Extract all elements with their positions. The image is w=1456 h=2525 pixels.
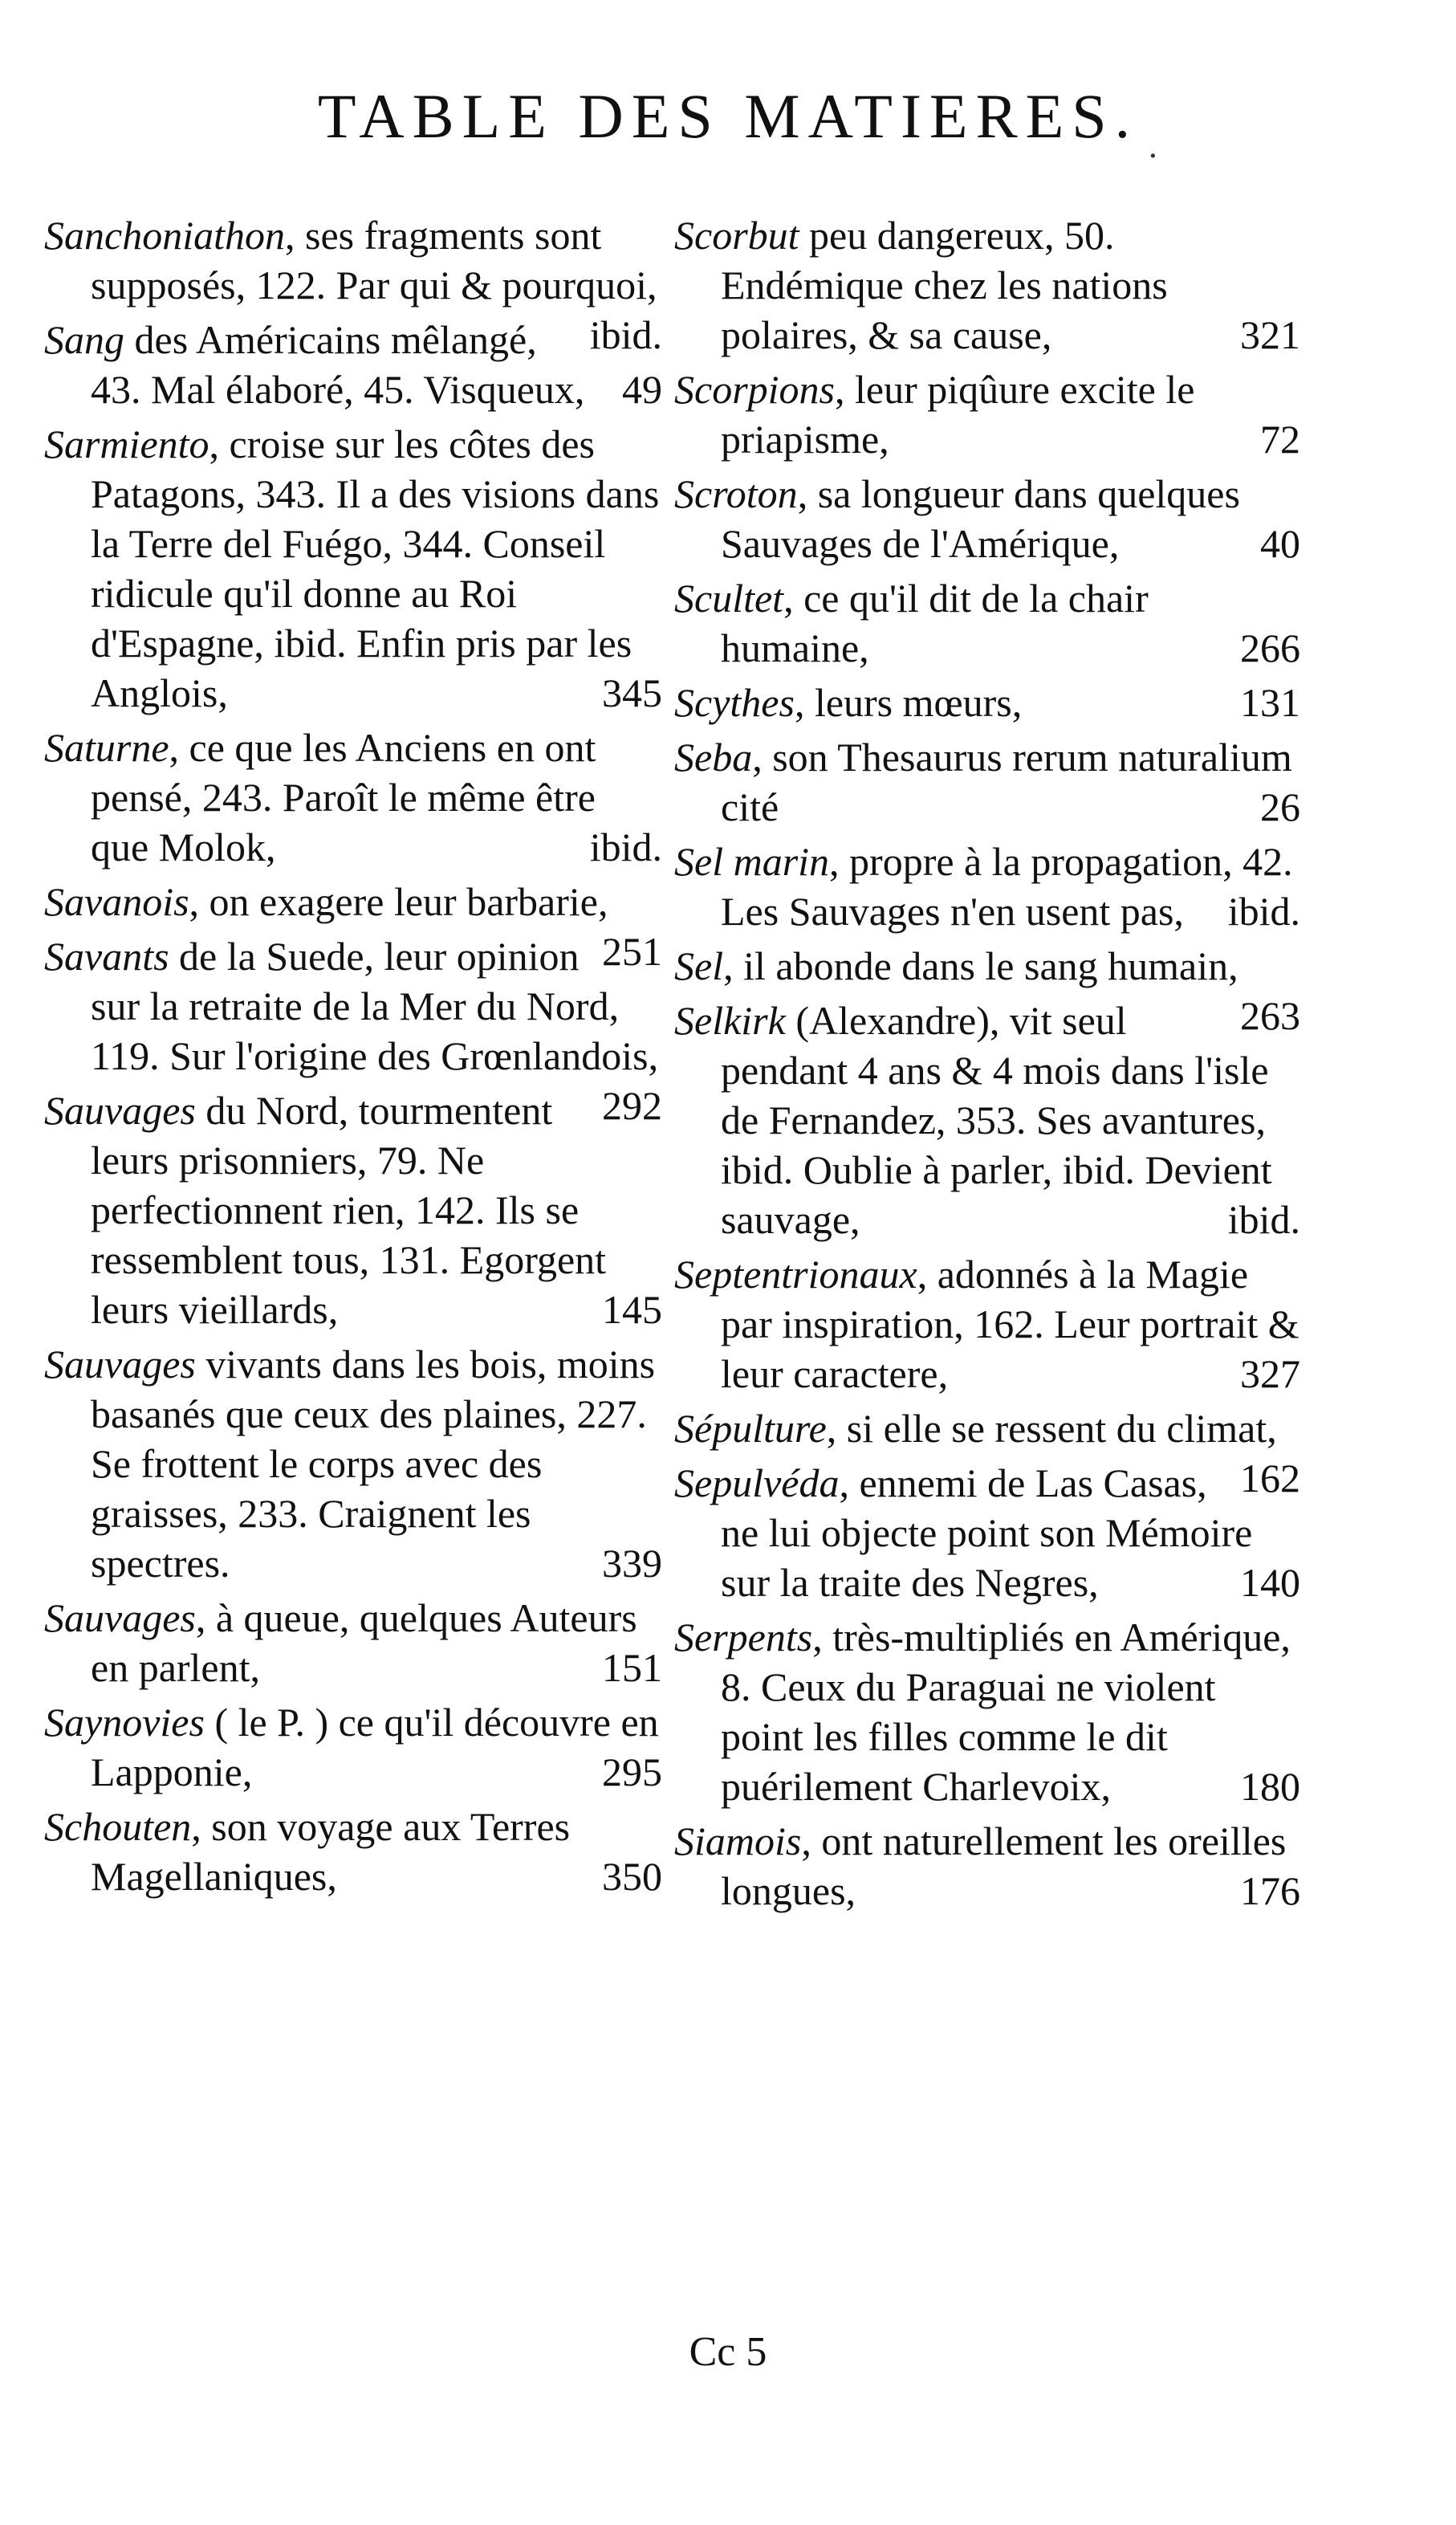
entry-text: , ce que les Anciens en ont pensé, 243. Paroît le même être que Molok, xyxy=(91,725,596,869)
entry-page-ref: 26 xyxy=(1260,784,1300,829)
entry-page-ref: ibid. xyxy=(1227,889,1300,934)
index-entry xyxy=(44,723,662,872)
entry-text: , si elle se ressent du climat, xyxy=(826,1406,1277,1451)
entry-page-ref: 49 xyxy=(622,367,662,412)
entry-term: Septentrionaux xyxy=(674,1252,917,1297)
entry-text: , son Thesaurus rerum naturalium cité xyxy=(721,735,1292,829)
entry-page-ref: 140 xyxy=(1240,1560,1300,1605)
left-column xyxy=(44,210,662,1906)
entry-term: Sel xyxy=(674,943,724,988)
entry-text: des Américains mêlangé, 43. Mal élaboré, 45. Visqueux, xyxy=(91,317,585,412)
entry-text: , adonnés à la Magie par inspiration, 162. Leur portrait & leur caractere, xyxy=(721,1252,1299,1396)
entry-term: Sépulture xyxy=(674,1406,827,1451)
entry-page-ref: 180 xyxy=(1240,1764,1300,1809)
entry-text: , on exagere leur barbarie, xyxy=(189,879,608,924)
page-title: TABLE DES MATIERES. xyxy=(317,81,1139,151)
entry-text: , sa longueur dans quelques Sauvages de l'Amérique, xyxy=(721,471,1240,566)
index-entry xyxy=(674,732,1300,832)
entry-term: Seba xyxy=(674,735,753,780)
entry-text: du Nord, tourmentent leurs prisonniers, 79. Ne perfectionnent rien, 142. Ils se ressemblent tous, 131. Egorgent leurs vieillards, xyxy=(91,1088,607,1332)
index-entry xyxy=(674,364,1300,464)
index-entry xyxy=(674,210,1300,360)
entry-term: Sel marin xyxy=(674,839,830,884)
entry-term: Siamois xyxy=(674,1818,802,1863)
entry-page-ref: 176 xyxy=(1240,1868,1300,1913)
entry-text: , propre à la propagation, 42. Les Sauvages n'en usent pas, xyxy=(721,839,1293,934)
entry-page-ref: 145 xyxy=(602,1287,662,1332)
entry-page-ref: ibid. xyxy=(589,312,662,357)
entry-term: Sepulvéda xyxy=(674,1460,840,1505)
entry-term: Serpents xyxy=(674,1615,813,1660)
entry-text: , croise sur les côtes des Patagons, 343. Il a des visions dans la Terre del Fuégo, 344. Conseil ridicule qu'il donne au Roi d'Espagne, ibid. Enfin pris par les Anglois, xyxy=(91,422,660,715)
entry-term: Savants xyxy=(44,934,169,979)
index-entry xyxy=(674,573,1300,673)
entry-page-ref: 251 xyxy=(602,929,662,974)
entry-page-ref: 350 xyxy=(602,1854,662,1899)
index-entry xyxy=(44,315,662,414)
index-entry xyxy=(674,1458,1300,1607)
entry-page-ref: 345 xyxy=(602,670,662,715)
signature-mark: Cc 5 xyxy=(689,2329,767,2375)
entry-term: Scultet xyxy=(674,576,784,621)
entry-page-ref: 321 xyxy=(1240,312,1300,357)
entry-text: , à queue, quelques Auteurs en parlent, xyxy=(91,1595,637,1690)
entry-term: Sanchoniathon xyxy=(44,213,285,258)
entry-page-ref: 162 xyxy=(1240,1456,1300,1501)
entry-text: , ses fragments sont supposés, 122. Par qui & pourquoi, xyxy=(91,213,657,307)
entry-term: Selkirk xyxy=(674,998,786,1043)
entry-page-ref: ibid. xyxy=(589,825,662,869)
entry-text: , son voyage aux Terres Magellaniques, xyxy=(91,1804,571,1899)
entry-term: Scroton xyxy=(674,471,798,516)
entry-term: Saynovies xyxy=(44,1700,205,1745)
entry-text: , ont naturellement les oreilles longues, xyxy=(721,1818,1287,1913)
index-entry xyxy=(674,1249,1300,1399)
entry-page-ref: 151 xyxy=(602,1645,662,1690)
entry-term: Saturne xyxy=(44,725,169,770)
index-entry xyxy=(674,996,1300,1244)
stray-mark: . xyxy=(1148,128,1158,165)
index-entry xyxy=(674,678,1300,727)
entry-page-ref: ibid. xyxy=(1227,1197,1300,1242)
index-entry xyxy=(44,1085,662,1334)
entry-text: , il abonde dans le sang humain, xyxy=(723,943,1238,988)
index-entry xyxy=(674,1816,1300,1916)
entry-text: , très-multipliés en Amérique, 8. Ceux du Paraguai ne violent point les filles comme le dit puérilement Charlevoix, xyxy=(721,1615,1291,1809)
entry-page-ref: 72 xyxy=(1260,417,1300,462)
entry-term: Sarmiento xyxy=(44,422,209,466)
entry-term: Sauvages xyxy=(44,1595,196,1640)
index-entry xyxy=(674,469,1300,568)
index-entry xyxy=(44,1697,662,1797)
index-entry xyxy=(44,1593,662,1692)
entry-page-ref: 263 xyxy=(1240,993,1300,1038)
entry-text: , ce qu'il dit de la chair humaine, xyxy=(721,576,1149,670)
entry-page-ref: 131 xyxy=(1240,680,1300,725)
index-entry xyxy=(44,419,662,718)
entry-text: de la Suede, leur opinion sur la retraite de la Mer du Nord, 119. Sur l'origine des Grœnlandois, xyxy=(91,934,659,1078)
entry-term: Sauvages xyxy=(44,1342,196,1387)
right-column xyxy=(674,210,1300,1920)
entry-text: , leur piqûure excite le priapisme, xyxy=(721,367,1195,462)
entry-term: Schouten xyxy=(44,1804,192,1849)
entry-text: , leurs mœurs, xyxy=(794,680,1023,725)
entry-text: vivants dans les bois, moins basanés que ceux des plaines, 227. Se frottent le corps avec des graisses, 233. Craignent les spectres. xyxy=(91,1342,656,1586)
entry-page-ref: 295 xyxy=(602,1749,662,1794)
index-entry xyxy=(674,837,1300,936)
entry-page-ref: 266 xyxy=(1240,625,1300,670)
entry-page-ref: 327 xyxy=(1240,1351,1300,1396)
entry-term: Scythes xyxy=(674,680,795,725)
entry-text: , ennemi de Las Casas, ne lui objecte point son Mémoire sur la traite des Negres, xyxy=(721,1460,1253,1605)
entry-page-ref: 292 xyxy=(602,1083,662,1128)
index-entry xyxy=(674,1612,1300,1811)
entry-text: ( le P. ) ce qu'il découvre en Lapponie, xyxy=(91,1700,659,1794)
entry-term: Savanois xyxy=(44,879,189,924)
index-entry xyxy=(44,1339,662,1588)
entry-text: (Alexandre), vit seul pendant 4 ans & 4 mois dans l'isle de Fernandez, 353. Ses avantures, ibid. Oublie à parler, ibid. Devient sauvage, xyxy=(721,998,1272,1242)
index-entry xyxy=(44,1802,662,1901)
entry-term: Sang xyxy=(44,317,124,362)
entry-text: peu dangereux, 50. Endémique chez les nations polaires, & sa cause, xyxy=(721,213,1168,357)
entry-page-ref: 40 xyxy=(1260,521,1300,566)
entry-term: Scorbut xyxy=(674,213,799,258)
entry-term: Sauvages xyxy=(44,1088,196,1133)
entry-term: Scorpions xyxy=(674,367,835,412)
entry-page-ref: 339 xyxy=(602,1541,662,1586)
